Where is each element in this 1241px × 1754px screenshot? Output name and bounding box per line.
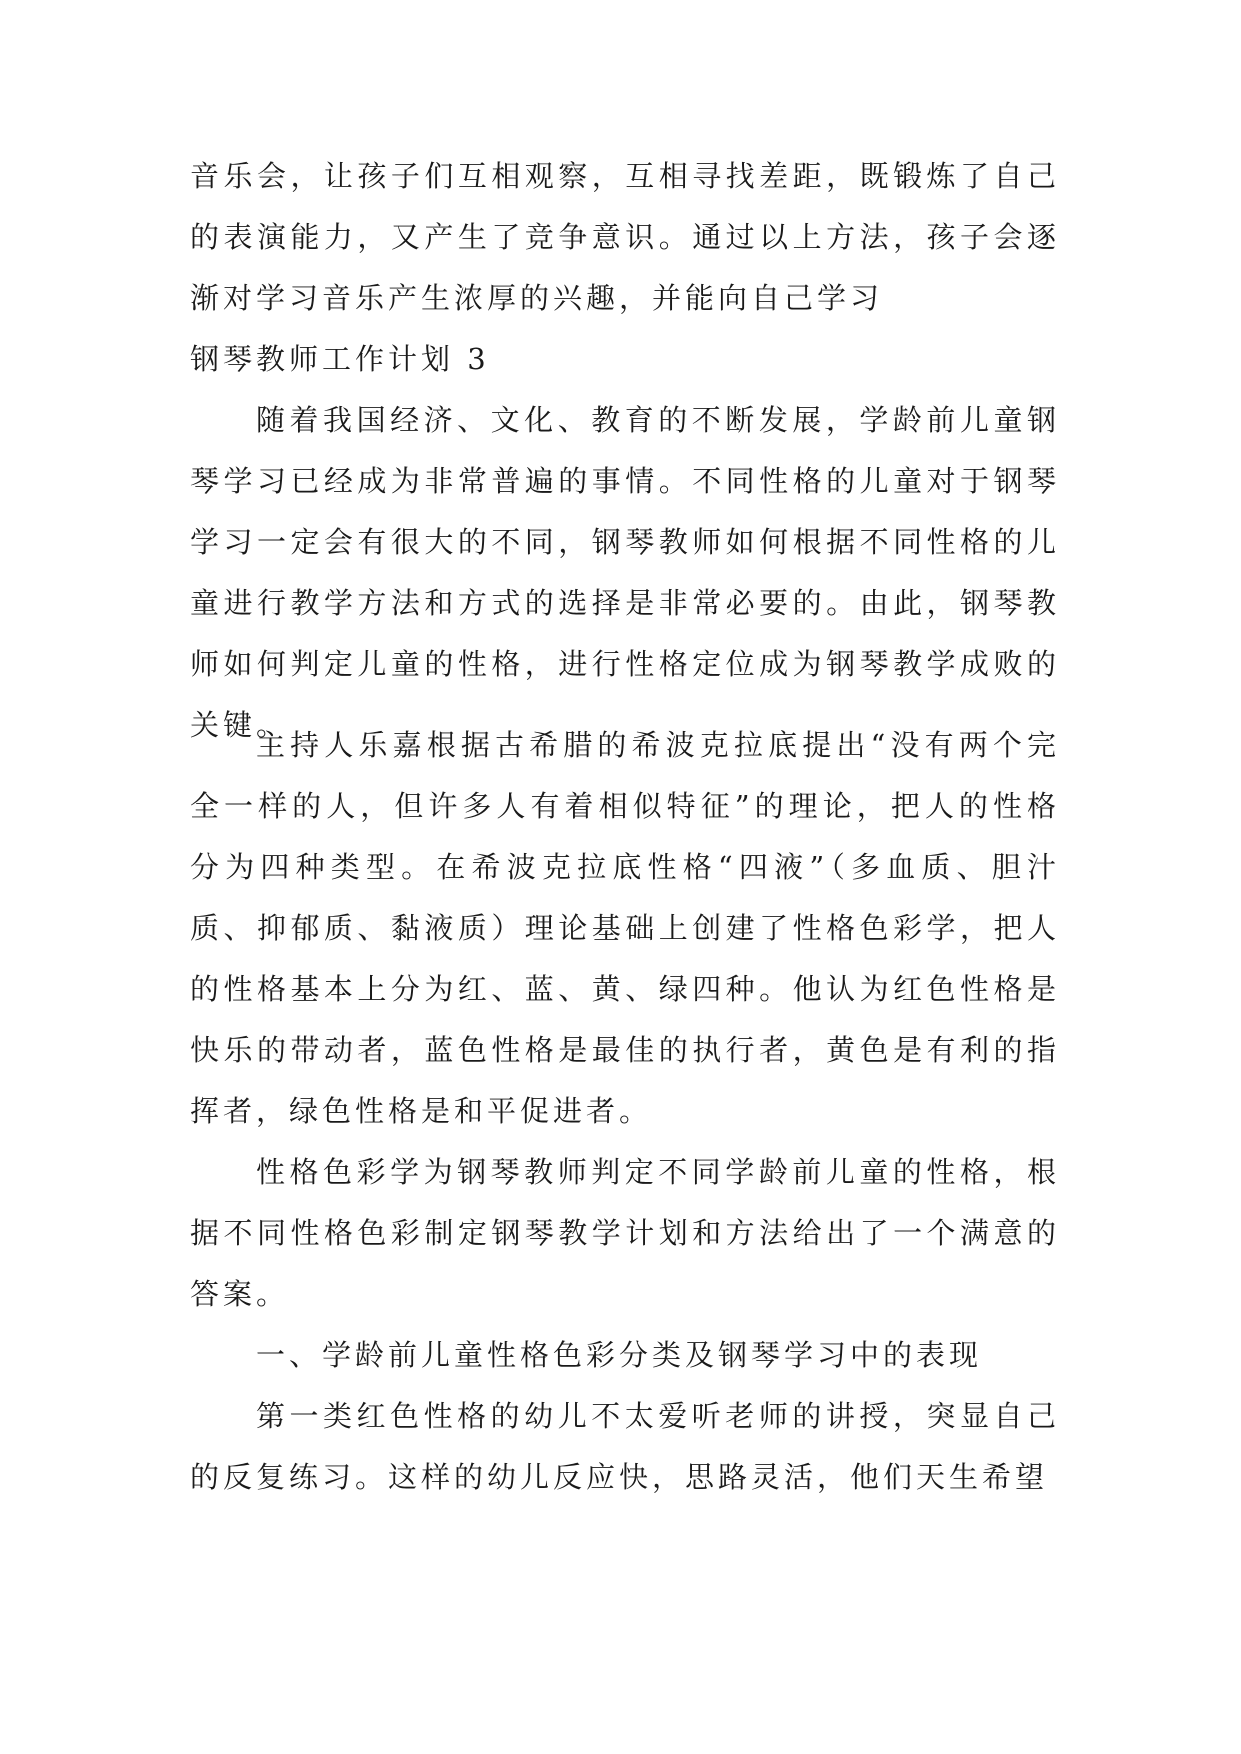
subheading-1: 一、学龄前儿童性格色彩分类及钢琴学习中的表现 — [256, 1338, 983, 1372]
paragraph-2: 主持人乐嘉根据古希腊的希波克拉底提出“没有两个完全一样的人，但许多人有着相似特征”的理论，把人的性格分为四种类型。在希波克拉底性格“四液”（多血质、胆汁质、抑郁质、黏液质）理论基础上创建了性格色彩学，把人的性格基本上分为红、蓝、黄、绿四种。他认为红色性格是快乐的带动者，蓝色性格是最佳的执行者，黄色是有利的指挥者，绿色性格是和平促进者。 — [190, 728, 1060, 1128]
paragraph-3: 性格色彩学为钢琴教师判定不同学龄前儿童的性格，根据不同性格色彩制定钢琴教学计划和方法给出了一个满意的答案。 — [190, 1155, 1060, 1311]
paragraph-4: 第一类红色性格的幼儿不太爱听老师的讲授，突显自己的反复练习。这样的幼儿反应快，思路灵活，他们天生希望 — [190, 1399, 1060, 1494]
document-body — [190, 146, 1060, 756]
document-body-continued — [190, 715, 1060, 1508]
section-title: 钢琴教师工作计划 3 — [190, 342, 490, 376]
paragraph-1: 随着我国经济、文化、教育的不断发展，学龄前儿童钢琴学习已经成为非常普遍的事情。不同性格的儿童对于钢琴学习一定会有很大的不同，钢琴教师如何根据不同性格的儿童进行教学方法和方式的选择是非常必要的。由此，钢琴教师如何判定儿童的性格，进行性格定位成为钢琴教学成败的关键。 — [190, 403, 1060, 742]
paragraph-continued: 音乐会，让孩子们互相观察，互相寻找差距，既锻炼了自己的表演能力，又产生了竞争意识。通过以上方法，孩子会逐渐对学习音乐产生浓厚的兴趣，并能向自己学习 — [190, 159, 1060, 315]
